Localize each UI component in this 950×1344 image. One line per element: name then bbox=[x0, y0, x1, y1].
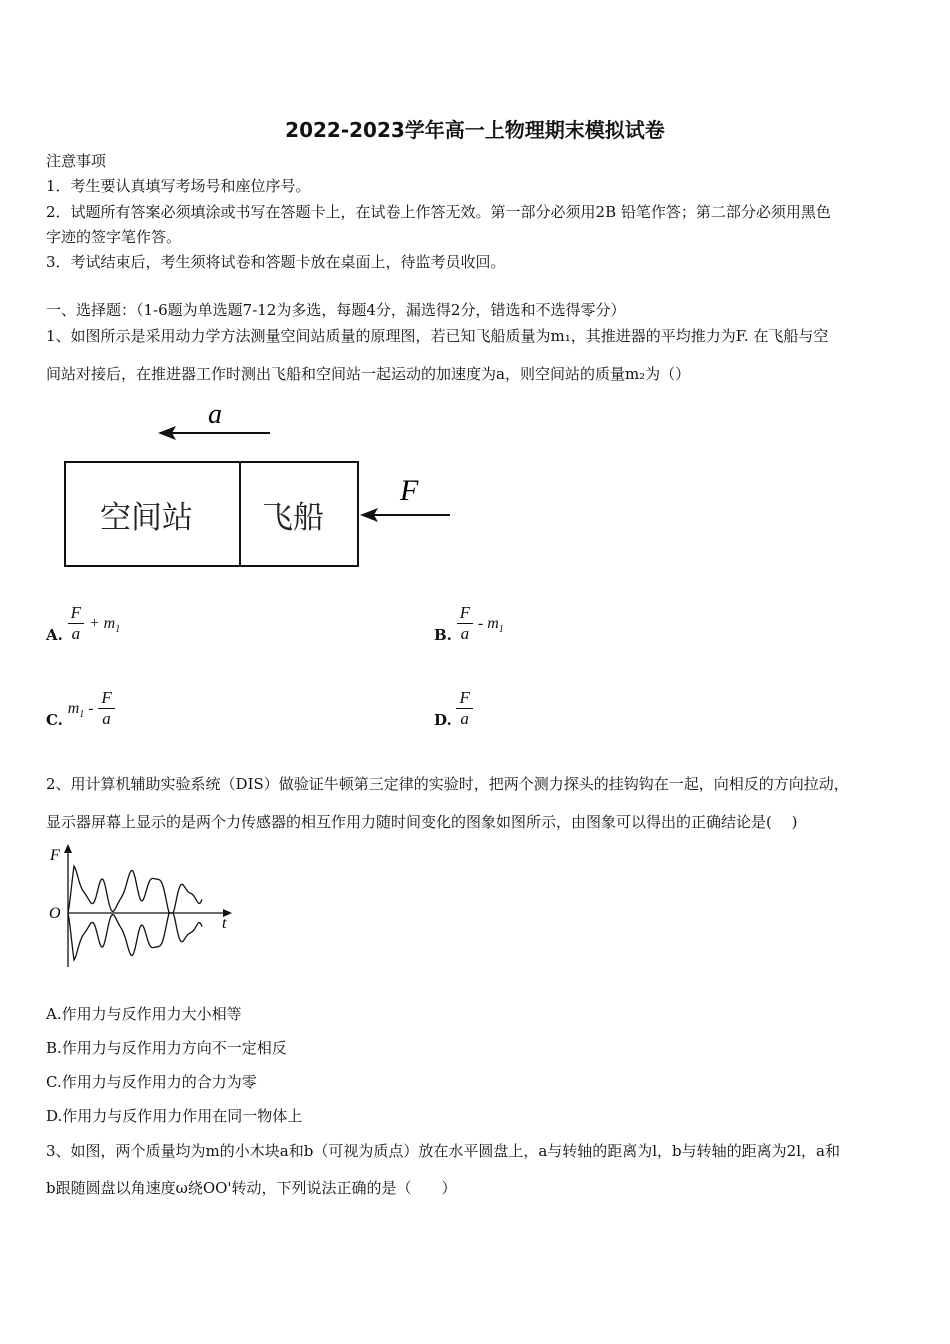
q2-option-b: B.作用力与反作用力方向不一定相反 bbox=[46, 1039, 287, 1057]
x-axis-label: t bbox=[222, 915, 227, 932]
acceleration-label: a bbox=[208, 399, 222, 430]
force-label: F bbox=[400, 474, 419, 507]
q1-option-b bbox=[434, 603, 504, 644]
subscript: 1 bbox=[115, 623, 121, 635]
page-title: 2022-2023学年高一上物理期末模拟试卷 bbox=[285, 118, 665, 142]
origin-label: O bbox=[49, 905, 61, 922]
q2-option-d: D.作用力与反作用力作用在同一物体上 bbox=[46, 1107, 303, 1125]
subscript: 1 bbox=[79, 708, 85, 720]
option-label: A. bbox=[46, 625, 63, 644]
q1-option-a bbox=[46, 603, 120, 644]
fraction-num: F bbox=[457, 603, 473, 624]
q1-text: 1、如图所示是采用动力学方法测量空间站质量的原理图，若已知飞船质量为m₁，其推进器的平均推力为F. 在飞船与空 bbox=[46, 327, 829, 345]
fraction bbox=[456, 688, 472, 729]
ship-label: 飞船 bbox=[262, 500, 324, 536]
fraction-num: F bbox=[456, 688, 472, 709]
q1-option-d bbox=[434, 688, 473, 729]
fraction-den: a bbox=[460, 709, 469, 728]
notice-item: 2．试题所有答案必须填涂或书写在答题卡上，在试卷上作答无效。第一部分必须用2B 铅笔作答；第二部分必须用黑色 bbox=[46, 203, 831, 221]
notice-item: 字迹的签字笔作答。 bbox=[46, 228, 182, 246]
section-heading: 一、选择题：（1-6题为单选题7-12为多选，每题4分，漏选得2分，错选和不选得零分） bbox=[46, 301, 626, 319]
q3-text: b跟随圆盘以角速度ω绕OO'转动，下列说法正确的是（ ） bbox=[46, 1179, 457, 1197]
q1-text: 间站对接后，在推进器工作时测出飞船和空间站一起运动的加速度为a，则空间站的质量m₂为（） bbox=[46, 365, 691, 383]
notice-item: 3．考试结束后，考生须将试卷和答题卡放在桌面上，待监考员收回。 bbox=[46, 253, 506, 271]
y-axis-arrow bbox=[64, 844, 72, 853]
fraction bbox=[457, 603, 473, 644]
subscript: 1 bbox=[498, 623, 504, 635]
option-label: B. bbox=[434, 625, 452, 644]
q2-text: 显示器屏幕上显示的是两个力传感器的相互作用力随时间变化的图象如图所示，由图象可以得出的正确结论是( ) bbox=[46, 813, 798, 831]
fraction-den: a bbox=[71, 624, 81, 643]
option-tail-text: + m bbox=[88, 614, 116, 632]
q1-diagram bbox=[60, 395, 460, 575]
option-pre bbox=[67, 699, 94, 720]
force-curve-positive bbox=[68, 866, 202, 913]
force-arrow bbox=[360, 508, 450, 522]
fraction bbox=[98, 688, 114, 729]
option-tail-text: - m bbox=[477, 614, 499, 632]
option-tail bbox=[477, 614, 504, 635]
q1-option-c bbox=[46, 688, 115, 729]
option-label: D. bbox=[434, 710, 452, 729]
fraction-den: a bbox=[460, 624, 470, 643]
station-label: 空间站 bbox=[100, 500, 193, 536]
option-pre-text: m bbox=[67, 699, 80, 717]
fraction-den: a bbox=[102, 709, 111, 728]
q2-text: 2、用计算机辅助实验系统（DIS）做验证牛顿第三定律的实验时，把两个测力探头的挂钩钩在一起，向相反的方向拉动， bbox=[46, 775, 849, 793]
q2-option-a: A.作用力与反作用力大小相等 bbox=[46, 1005, 242, 1023]
y-axis-label: F bbox=[50, 847, 60, 864]
fraction-num: F bbox=[98, 688, 114, 709]
fraction bbox=[68, 603, 84, 644]
notice-item: 1．考生要认真填写考场号和座位序号。 bbox=[46, 177, 311, 195]
q3-text: 3、如图，两个质量均为m的小木块a和b（可视为质点）放在水平圆盘上，a与转轴的距离为l，b与转轴的距离为2l，a和 bbox=[46, 1142, 840, 1160]
force-curve-negative bbox=[68, 913, 202, 960]
fraction-num: F bbox=[68, 603, 84, 624]
option-label: C. bbox=[46, 710, 63, 729]
q2-option-c: C.作用力与反作用力的合力为零 bbox=[46, 1073, 257, 1091]
q2-force-graph bbox=[44, 842, 244, 972]
notice-heading: 注意事项 bbox=[46, 152, 107, 170]
option-tail bbox=[88, 614, 121, 635]
operator: - bbox=[88, 699, 94, 717]
